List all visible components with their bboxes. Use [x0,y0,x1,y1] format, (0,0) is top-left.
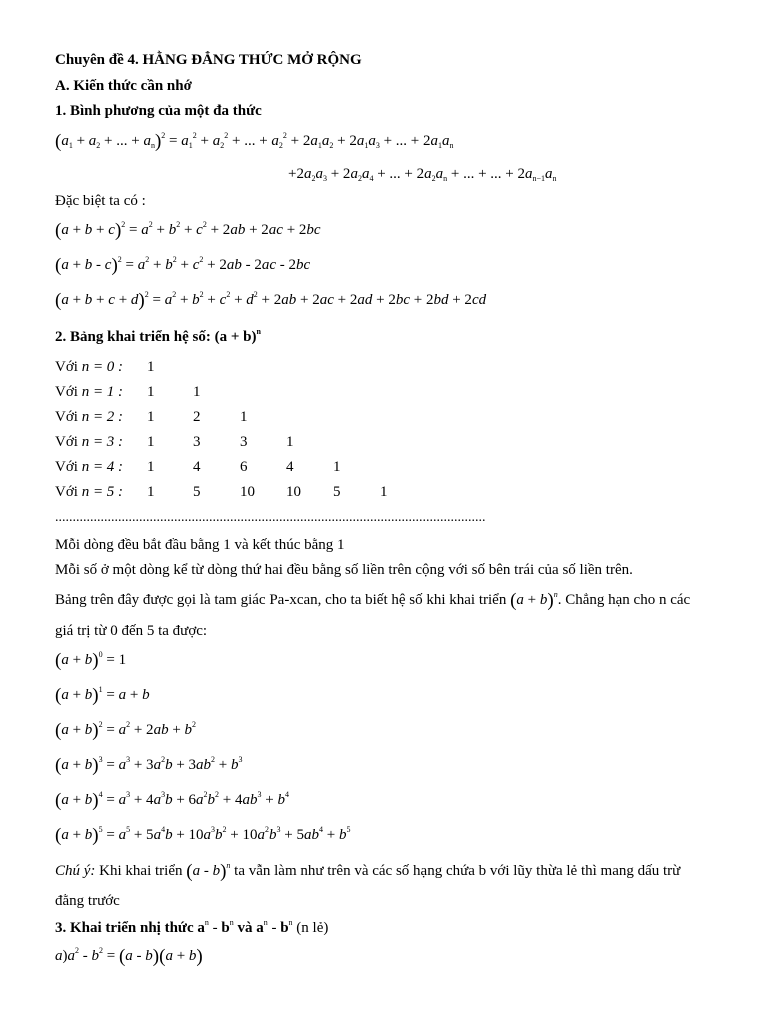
pascal-row-n: n = 2 : [81,409,124,425]
formula-abc-minus: $(a + b - c)^2 = a^2 + b^2 + c^2 + 2ab - 2ac - 2bc$ [55,255,311,276]
formula-diff-squares: $a)a^2 - b^2 = (a - b)(a + b)$ [55,946,203,967]
heading-3: 3. Khai triển nhị thức $a^n - b^n$ và $a^n - b^n$ (n lẻ) [55,918,329,936]
pascal-row-label [55,457,123,477]
pascal-cell: 1 [147,359,155,375]
special-intro: Đặc biệt ta có : [55,193,146,209]
pascal-cell: 1 [333,459,341,475]
pascal-cell: 1 [193,384,201,400]
expansion-1: $(a + b)^1 = a + b$ [55,685,150,706]
pascal-cell: 5 [333,484,341,500]
pascal-row-prefix: Với [55,459,82,475]
pascal-row-prefix: Với [55,384,82,400]
pascal-row-n: n = 0 : [81,359,124,375]
pascal-cell: 1 [147,384,155,400]
note-3-line1 [55,590,732,611]
remark-formula: (a - b)$^n$ [186,861,231,882]
remark-label: Chú ý: [55,863,96,879]
heading-2-text: 2. Bảng khai triển hệ số: [55,329,215,345]
pascal-row-n: n = 1 : [81,384,124,400]
pascal-cell: 5 [193,484,201,500]
expansion-4: $(a + b)^4 = a^3 + 4a^3b + 6a^2b^2 + 4ab^3 + b^4$ [55,790,289,811]
heading-3-text: 3. Khai triển nhị thức [55,920,194,936]
note-2: Mỗi số ở một dòng kể từ dòng thứ hai đều bằng số liền trên cộng với số bên trái của số liền trên. [55,562,633,578]
pascal-cell: 1 [240,409,248,425]
pascal-row-prefix: Với [55,409,82,425]
pascal-cell: 1 [147,484,155,500]
note-3-text-a: Bảng trên đây được gọi là tam giác Pa-xcan, cho ta biết hệ số khi khai triển [55,592,507,608]
pascal-row-n: n = 4 : [81,459,124,475]
remark-line1 [55,861,732,882]
heading-2-exp: n [256,327,261,336]
pascal-cell: 4 [286,459,294,475]
note-3-line2: giá trị từ 0 đến 5 ta được: [55,623,208,639]
pascal-row-prefix: Với [55,434,82,450]
pascal-row-n: n = 3 : [81,434,124,450]
formula-polynomial-square-line2: $+2a_2a_3 + 2a_2a_4$ + ... + $2a_2a_n$ + ... + ... + $2a_{n-1}a_n$ [288,166,557,183]
pascal-cell: 10 [240,484,255,500]
pascal-row-label [55,432,123,452]
formula-polynomial-square-line1: ($a_1 + a_2$ + ... + $a_n)^2 = a_1^2 + a_2^2$ + ... + $a_2^2 + 2a_1a_2 + 2a_1a_3$ + ... + $2a_1a_n$ [55,131,454,152]
formula-abcd: $(a + b + c + d)^2 = a^2 + b^2 + c^2 + d^2 + 2ab + 2ac + 2ad + 2bc + 2bd + 2cd$ [55,290,487,311]
note-3-text-b: . Chẳng hạn cho n các [557,592,691,608]
pascal-row-label [55,382,123,402]
pascal-cell: 3 [193,434,201,450]
pascal-cell: 4 [193,459,201,475]
pascal-row-label [55,357,123,377]
separator-dots: ........................................................................................................................... [55,510,486,525]
heading-3-paren: (n lẻ) [296,920,329,936]
section-a-heading: A. Kiến thức cần nhớ [55,78,192,94]
note-1: Mỗi dòng đều bắt đầu bằng 1 và kết thúc bằng 1 [55,537,345,553]
remark-line2: đằng trước [55,893,120,909]
expansion-2: $(a + b)^2 = a^2 + 2ab + b^2$ [55,720,197,741]
pascal-cell: 1 [147,459,155,475]
pascal-row-label [55,482,123,502]
heading-3-and: và [237,920,253,936]
pascal-row-prefix: Với [55,359,82,375]
pascal-cell: 3 [240,434,248,450]
expansion-5: $(a + b)^5 = a^5 + 5a^4b + 10a^3b^2 + 10a^2b^3 + 5ab^4 + b^5$ [55,825,351,846]
remark-text-b: ta vẫn làm như trên và các số hạng chứa b với lũy thừa lẻ thì mang dấu trừ [234,863,681,879]
pascal-cell: 1 [147,434,155,450]
pascal-cell: 10 [286,484,301,500]
document-title: Chuyên đề 4. HẰNG ĐẲNG THỨC MỞ RỘNG [55,52,362,68]
pascal-cell: 1 [147,409,155,425]
pascal-cell: 1 [286,434,294,450]
pascal-cell: 2 [193,409,201,425]
heading-2 [55,327,261,347]
pascal-row-n: n = 5 : [81,484,124,500]
note-3-formula: $(a + b)^n$ [510,590,558,611]
pascal-cell: 6 [240,459,248,475]
heading-1: 1. Bình phương của một đa thức [55,103,262,119]
formula-abc-plus: $(a + b + c)^2 = a^2 + b^2 + c^2 + 2ab + 2ac + 2bc$ [55,220,321,241]
pascal-row-prefix: Với [55,484,82,500]
pascal-cell: 1 [380,484,388,500]
expansion-0: $(a + b)^0 = 1$ [55,650,127,671]
expansion-3: $(a + b)^3 = a^3 + 3a^2b + 3ab^2 + b^3$ [55,755,243,776]
heading-2-expr: (a + b) [214,329,257,345]
remark-text-a: Khi khai triển [95,863,183,879]
pascal-row-label [55,407,123,427]
